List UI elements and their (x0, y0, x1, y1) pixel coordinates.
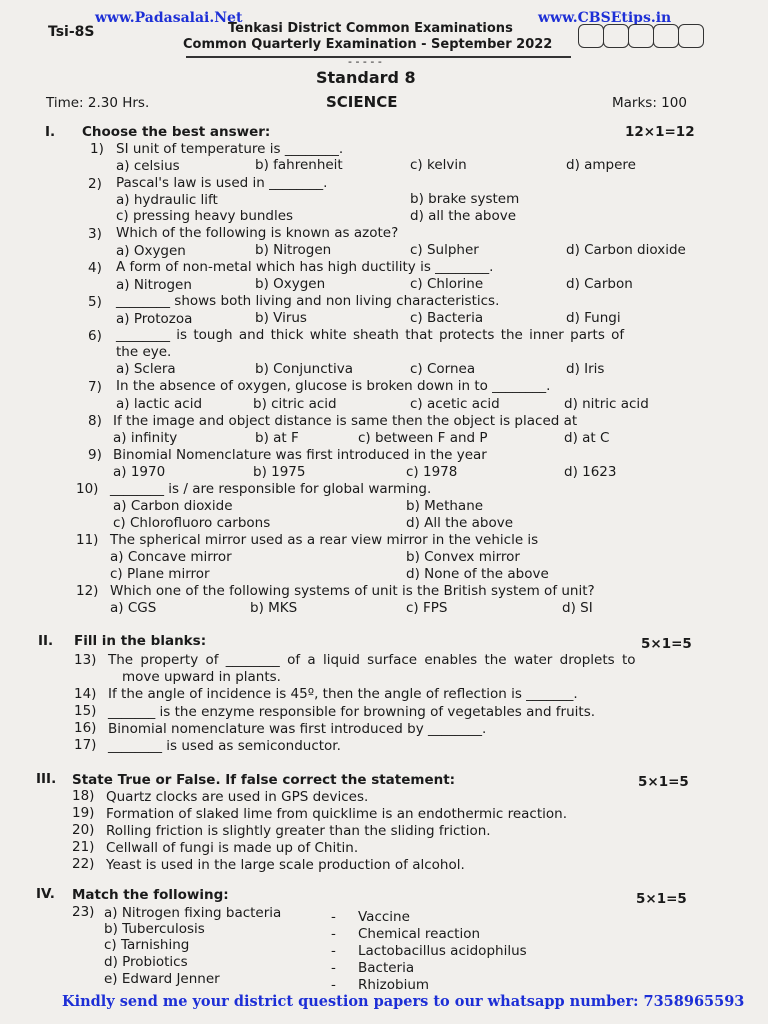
option-c: c) Bacteria (410, 310, 484, 326)
match-dash: - (331, 926, 336, 942)
question-text: The spherical mirror used as a rear view mirror in the vehicle is (110, 532, 539, 548)
question-number: 21) (72, 839, 95, 855)
question-number: 8) (88, 413, 102, 429)
question-number: 19) (72, 805, 95, 821)
question-number: 11) (76, 532, 99, 548)
option-d: d) Carbon dioxide (566, 242, 686, 258)
option-a: a) Concave mirror (110, 549, 232, 565)
match-left-item: e) Edward Jenner (104, 971, 220, 987)
question-text: Binomial Nomenclature was first introduced in the year (113, 447, 487, 463)
section-2-title: Fill in the blanks: (74, 633, 207, 649)
match-right-item: Vaccine (358, 909, 410, 925)
question-number: 1) (90, 141, 104, 157)
question-text: Yeast is used in the large scale production of alcohol. (106, 857, 465, 873)
option-d: d) SI (562, 600, 593, 616)
question-text-continued: move upward in plants. (122, 669, 281, 685)
option-d: d) Carbon (566, 276, 633, 292)
match-left-item: a) Nitrogen fixing bacteria (104, 905, 282, 921)
question-number: 23) (72, 904, 95, 920)
question-text: SI unit of temperature is ________. (116, 141, 344, 157)
option-c: c) FPS (406, 600, 448, 616)
paper-code: Tsi-8S (48, 24, 95, 40)
option-b: b) fahrenheit (255, 157, 343, 173)
option-b: b) Convex mirror (406, 549, 520, 565)
option-a: a) infinity (113, 430, 178, 446)
match-dash: - (331, 960, 336, 976)
question-number: 13) (74, 652, 97, 668)
match-right-item: Chemical reaction (358, 926, 481, 942)
option-a: a) hydraulic lift (116, 192, 218, 208)
option-c: c) between F and P (358, 430, 488, 446)
header-dashes: - - - - - (348, 55, 382, 68)
question-text: Rolling friction is slightly greater than the sliding friction. (106, 823, 491, 839)
question-number: 9) (88, 447, 102, 463)
option-a: a) Oxygen (116, 243, 186, 259)
section-3-number: III. (36, 771, 57, 787)
option-a: a) celsius (116, 158, 180, 174)
question-text: Quartz clocks are used in GPS devices. (106, 789, 369, 805)
option-c: c) Sulpher (410, 242, 479, 258)
footer-whatsapp-notice: Kindly send me your district question papers to our whatsapp number: 7358965593 (62, 993, 745, 1010)
match-left-item: c) Tarnishing (104, 937, 190, 953)
question-text: A form of non-metal which has high ductility is ________. (116, 259, 494, 275)
question-text: In the absence of oxygen, glucose is broken down in to ________. (116, 378, 551, 394)
match-left-item: b) Tuberculosis (104, 921, 205, 937)
question-text: The property of ________ of a liquid surface enables the water droplets to (108, 652, 636, 668)
section-4-title: Match the following: (72, 887, 229, 903)
option-c: c) Plane mirror (110, 566, 210, 582)
option-d: d) All the above (406, 515, 513, 531)
match-dash: - (331, 909, 336, 925)
section-3-title: State True or False. If false correct the statement: (72, 772, 456, 788)
question-number: 22) (72, 856, 95, 872)
option-a: a) Sclera (116, 361, 176, 377)
match-dash: - (331, 977, 336, 993)
option-d: d) Iris (566, 361, 605, 377)
site-link-left[interactable]: www.Padasalai.Net (95, 10, 243, 26)
option-c: c) Cornea (410, 361, 476, 377)
option-a: a) 1970 (113, 464, 166, 480)
option-d: d) 1623 (564, 464, 617, 480)
question-text: ________ shows both living and non living characteristics. (116, 293, 500, 309)
question-text: ________ is tough and thick white sheath that protects the inner parts of (116, 327, 625, 343)
option-b: b) Oxygen (255, 276, 326, 292)
register-number-boxes (578, 24, 703, 48)
question-number: 7) (88, 379, 102, 395)
question-text: Pascal's law is used in ________. (116, 175, 328, 191)
question-text: Which of the following is known as azote? (116, 225, 399, 241)
question-number: 15) (74, 703, 97, 719)
option-c: c) 1978 (406, 464, 458, 480)
option-b: b) Methane (406, 498, 484, 514)
option-c: c) pressing heavy bundles (116, 208, 294, 224)
option-c: c) acetic acid (410, 396, 500, 412)
section-2-number: II. (38, 633, 54, 649)
question-text: If the image and object distance is same then the object is placed at (113, 413, 578, 429)
option-a: a) Carbon dioxide (113, 498, 233, 514)
option-d: d) all the above (410, 208, 517, 224)
question-number: 6) (88, 328, 102, 344)
section-1-marks: 12×1=12 (625, 124, 695, 140)
option-d: d) Fungi (566, 310, 621, 326)
option-a: a) lactic acid (116, 396, 203, 412)
question-number: 20) (72, 822, 95, 838)
question-number: 18) (72, 788, 95, 804)
question-number: 12) (76, 583, 99, 599)
option-b: b) Conjunctiva (255, 361, 353, 377)
exam-subtitle: Common Quarterly Examination - September 2022 (183, 37, 553, 52)
question-text: If the angle of incidence is 45º, then the angle of reflection is _______. (108, 686, 578, 702)
match-dash: - (331, 943, 336, 959)
section-1-number: I. (45, 124, 56, 140)
option-b: b) at F (255, 430, 299, 446)
section-1-title: Choose the best answer: (82, 124, 271, 140)
question-text: ________ is / are responsible for global warming. (110, 481, 432, 497)
question-text: Binomial nomenclature was first introduced by ________. (108, 721, 487, 737)
match-right-item: Rhizobium (358, 977, 430, 993)
option-d: d) at C (564, 430, 610, 446)
option-c: c) Chlorofluoro carbons (113, 515, 271, 531)
option-b: b) MKS (250, 600, 298, 616)
option-b: b) Nitrogen (255, 242, 332, 258)
question-text-continued: the eye. (116, 344, 172, 360)
marks-label: Marks: 100 (612, 95, 687, 111)
option-d: d) nitric acid (564, 396, 649, 412)
question-text: _______ is the enzyme responsible for browning of vegetables and fruits. (108, 704, 596, 720)
option-d: d) None of the above (406, 566, 549, 582)
subject-label: SCIENCE (326, 93, 398, 111)
time-label: Time: 2.30 Hrs. (46, 95, 150, 111)
section-3-marks: 5×1=5 (638, 774, 689, 790)
exam-title: Tenkasi District Common Examinations (228, 21, 513, 36)
option-a: a) CGS (110, 600, 157, 616)
option-c: c) kelvin (410, 157, 467, 173)
option-a: a) Nitrogen (116, 277, 192, 293)
section-2-marks: 5×1=5 (641, 636, 692, 652)
question-number: 10) (76, 481, 99, 497)
option-b: b) Virus (255, 310, 307, 326)
section-4-marks: 5×1=5 (636, 891, 687, 907)
question-number: 3) (88, 226, 102, 242)
question-text: Which one of the following systems of unit is the British system of unit? (110, 583, 595, 599)
option-c: c) Chlorine (410, 276, 484, 292)
option-b: b) 1975 (253, 464, 306, 480)
standard-label: Standard 8 (316, 68, 416, 87)
option-a: a) Protozoa (116, 311, 193, 327)
question-number: 2) (88, 176, 102, 192)
option-b: b) brake system (410, 191, 520, 207)
match-right-item: Lactobacillus acidophilus (358, 943, 527, 959)
question-number: 4) (88, 260, 102, 276)
question-number: 17) (74, 737, 97, 753)
match-left-item: d) Probiotics (104, 954, 188, 970)
question-number: 16) (74, 720, 97, 736)
option-d: d) ampere (566, 157, 636, 173)
question-text: Formation of slaked lime from quicklime is an endothermic reaction. (106, 806, 567, 822)
question-text: Cellwall of fungi is made up of Chitin. (106, 840, 359, 856)
site-link-right[interactable]: www.CBSEtips.in (538, 10, 672, 26)
question-text: ________ is used as semiconductor. (108, 738, 341, 754)
match-right-item: Bacteria (358, 960, 415, 976)
question-number: 5) (88, 294, 102, 310)
question-number: 14) (74, 686, 97, 702)
option-b: b) citric acid (253, 396, 337, 412)
section-4-number: IV. (36, 886, 55, 902)
